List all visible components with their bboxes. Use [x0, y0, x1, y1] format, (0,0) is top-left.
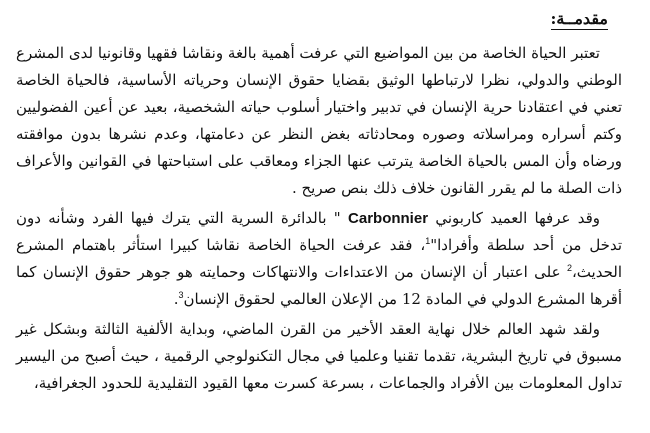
footnote-ref-2: 2: [566, 263, 572, 273]
paragraph-3: [16, 316, 622, 397]
paragraph-1-text: تعتبر الحياة الخاصة من بين المواضيع التي عرفت أهمية بالغة ونقاشا فقهيا وقانونيا لدى المشرع الوطني والدولي، نظرا لارتباطها الوثيق بقضايا حقوق الإنسان وحرياته الأساسية، فالحياة الخاصة تعني في اعتقادنا حرية الإنسان في تدبير واختيار أسلوب حياته الشخصية، بعيد عن أعين الفضوليين وكتم أسراره ومراسلاته وصوره ومحادثاته بغض النظر عن دعامتها، وعدم نشرها بدون موافقته ورضاه وأن المس بالحياة الخاصة يترتب عنها الجزاء ومعاقب على استباحتها في القوانين والأعراف ذات الصلة ما لم يقرر القانون خلاف ذلك بنص صريح .: [16, 44, 622, 197]
paragraph-3-text: ولقد شهد العالم خلال نهاية العقد الأخير من القرن الماضي، وبداية الألفية الثالثة وبشكل غير مسبوق في تاريخ البشرية، تقدما تقنيا وعلميا في مجال التكنولوجي الرقمية ، حيث أصبح من اليسير تداول المعلومات بين الأفراد والجماعات ، بسرعة كسرت معها القيود التقليدية للحدود الجغرافية،: [16, 320, 622, 392]
paragraph-2-part-4: على اعتبار أن الإنسان من الاعتداءات والانتهاكات وحمايته هو جوهر حقوق الإنسان كما أقرها المشرع الدولي في المادة 12 من الإعلان العالمي لحقوق الإنسان: [16, 263, 622, 308]
carbonnier-name: Carbonnier: [348, 210, 429, 227]
paragraph-2-part-1: وقد عرفها العميد كاربوني: [428, 209, 601, 227]
paragraph-2-part-5: .: [173, 290, 179, 308]
paragraph-2-part-2: " بالدائرة السرية التي يترك فيها الفرد وشأنه دون تدخل من أحد سلطة وأفرادا": [16, 209, 622, 254]
paragraph-2: [16, 205, 622, 313]
paragraph-2-part-3: ، فقد عرفت الحياة الخاصة نقاشا كبيرا استأثر باهتمام المشرع الحديث،: [16, 236, 622, 281]
section-heading-text: مقدمــة:: [550, 9, 608, 28]
footnote-ref-3: 3: [178, 290, 184, 300]
footnote-ref-1: 1: [425, 236, 431, 246]
paragraph-1: [16, 40, 622, 202]
section-heading: [16, 8, 622, 30]
